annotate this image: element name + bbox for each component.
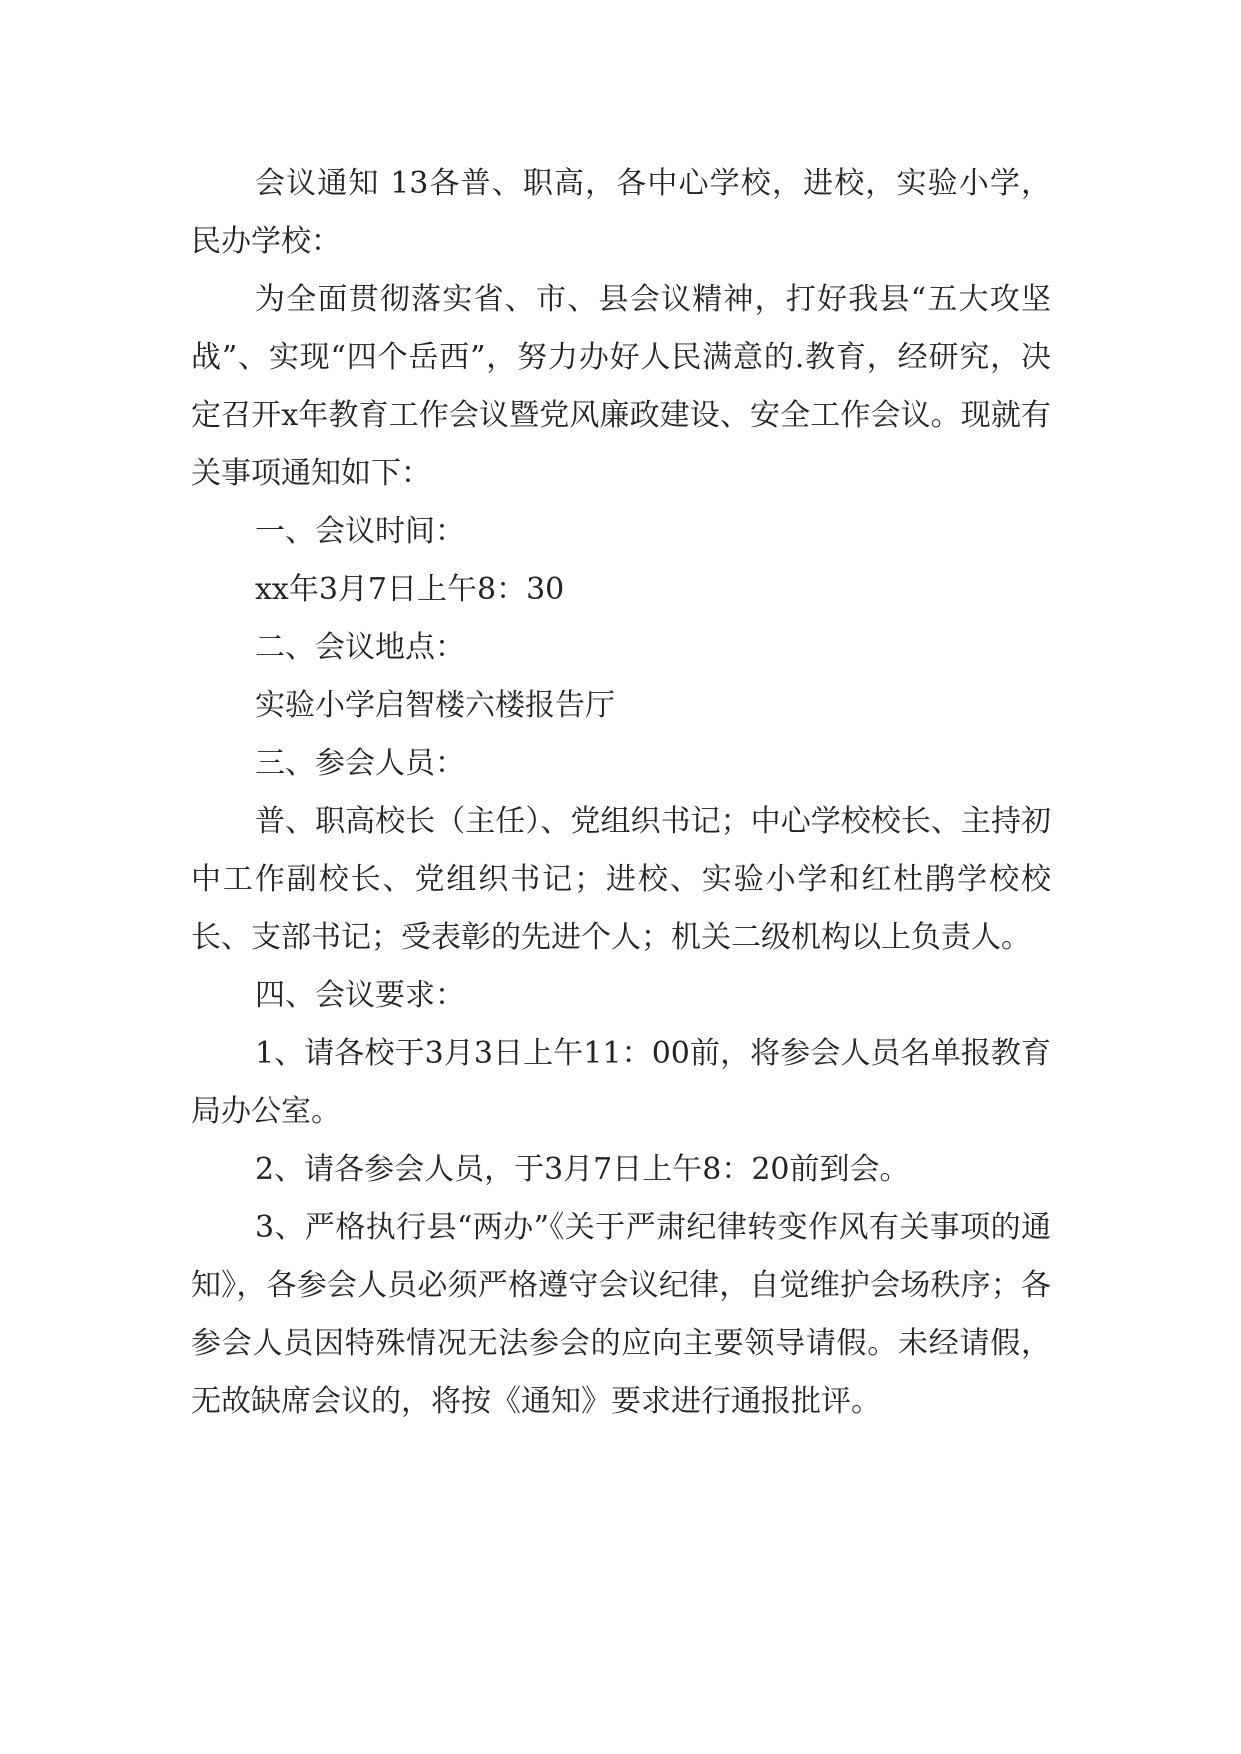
section-heading-time: 一、会议时间： [255, 514, 465, 549]
requirement-item-1: 1、请各校于3月3日上午11：00前，将参会人员名单报教育局办公室。 [191, 1036, 1051, 1129]
section-heading-attendees: 三、参会人员： [255, 746, 465, 781]
attendees-text: 普、职高校长（主任）、党组织书记；中心学校校长、主持初中工作副校长、党组织书记；进校、实验小学和红杜鹃学校校长、支部书记；受表彰的先进个人；机关二级机构以上负责人。 [191, 804, 1051, 955]
notice-body [191, 155, 1051, 1431]
meeting-location-text: 实验小学启智楼六楼报告厅 [255, 688, 615, 723]
requirement-item-3: 3、严格执行县“两办”《关于严肃纪律转变作风有关事项的通知》，各参会人员必须严格遵守会议纪律，自觉维护会场秩序；各参会人员因特殊情况无法参会的应向主要领导请假。未经请假，无故缺席会议的，将按《通知》要求进行通报批评。 [191, 1210, 1051, 1419]
opening-paragraph: 会议通知 13各普、职高，各中心学校，进校，实验小学，民办学校： [191, 166, 1051, 259]
meeting-time-text: xx年3月7日上午8：30 [255, 572, 565, 607]
purpose-paragraph: 为全面贯彻落实省、市、县会议精神，打好我县“五大攻坚战”、实现“四个岳西”，努力办好人民满意的.教育，经研究，决定召开x年教育工作会议暨党风廉政建设、安全工作会议。现就有关事项通知如下： [191, 282, 1051, 491]
section-heading-location: 二、会议地点： [255, 630, 465, 665]
section-heading-requirements: 四、会议要求： [255, 978, 465, 1013]
requirement-item-2: 2、请各参会人员，于3月7日上午8：20前到会。 [255, 1152, 910, 1187]
